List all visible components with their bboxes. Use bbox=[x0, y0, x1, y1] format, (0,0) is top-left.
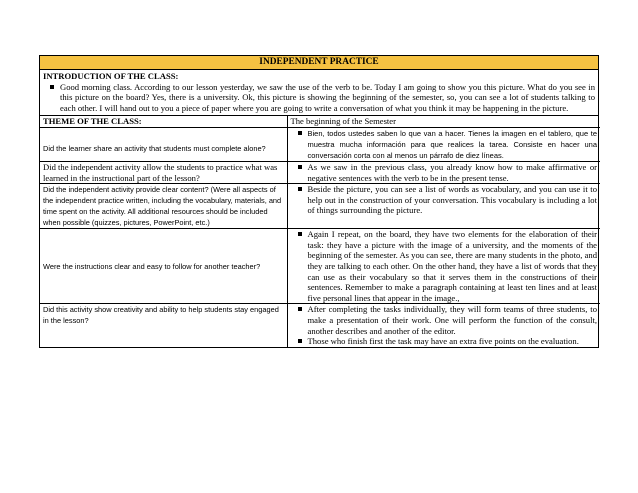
introduction-bullet: Good morning class. According to our lesson yesterday, we saw the use of the verb to be. Today I am going to show you this picture. What do you see in this picture on the board? Yes, there is a university. Ok, this picture is showing the beginning of the semester, so, you can see a lot of students talking to each other. I will hand out to you a piece of paper where you are going to write a conversation of what you think it may be happening in the picture. bbox=[43, 82, 595, 114]
question-cell: Did this activity show creativity and ability to help students stay engaged in the lesson? bbox=[40, 304, 287, 347]
answer-bullet: Bien, todos ustedes saben lo que van a hacer. Tienes la imagen en el tablero, que te muestra mucha información para que realices la tarea. Consiste en hacer una conversación corta con al menos un párrafo de diez líneas. bbox=[291, 128, 598, 161]
answer-cell bbox=[287, 161, 600, 183]
introduction-section bbox=[40, 70, 598, 116]
introduction-list bbox=[43, 82, 595, 114]
answer-cell bbox=[287, 184, 600, 229]
question-cell: Did the independent activity provide clear content? (Were all aspects of the independent practice written, including the vocabulary, materials, and time spent on the activity. All additional resources should be included when possible (quizzes, pictures, PowerPoint, etc.) bbox=[40, 184, 287, 229]
introduction-heading: INTRODUCTION OF THE CLASS: bbox=[43, 71, 179, 81]
table-row bbox=[40, 304, 600, 347]
answer-bullet: Those who finish first the task may have an extra five points on the evaluation. bbox=[291, 336, 598, 347]
answer-bullet: Again I repeat, on the board, they have two elements for the elaboration of their task: they have a picture with the image of a university, and the moments of the beginning of the semester. As you can see, there are many students in the photo, and they are talking to each other. On the other hand, they have a list of words that they can use as their vocabulary so that it serves them in the constructions of their sentences. Remember to make a paragraph containing at least ten lines and at least five personal lines that appear in the image., bbox=[291, 229, 598, 303]
answer-bullet: Beside the picture, you can see a list of words as vocabulary, and you can use it to help out in the construction of your conversation. This vocabulary is including a lot of things surrounding the picture. bbox=[291, 184, 598, 216]
answer-cell bbox=[287, 127, 600, 161]
table-row bbox=[40, 127, 600, 161]
answer-cell bbox=[287, 304, 600, 347]
answer-bullet: After completing the tasks individually, they will form teams of three students, to make a presentation of their work. One will perform the function of the consult, another describes and another of the editor. bbox=[291, 304, 598, 336]
table-row bbox=[40, 161, 600, 183]
answer-bullet: As we saw in the previous class, you already know how to make affirmative or negative sentences with the verb to be in the present tense. bbox=[291, 162, 598, 183]
independent-practice-document bbox=[39, 55, 599, 348]
question-cell: Were the instructions clear and easy to follow for another teacher? bbox=[40, 229, 287, 304]
evaluation-table bbox=[40, 116, 600, 346]
answer-cell bbox=[287, 229, 600, 304]
table-row bbox=[40, 184, 600, 229]
theme-value: The beginning of the Semester bbox=[287, 116, 600, 127]
document-title: INDEPENDENT PRACTICE bbox=[40, 56, 598, 70]
table-row bbox=[40, 229, 600, 304]
question-cell: Did the learner share an activity that students must complete alone? bbox=[40, 127, 287, 161]
theme-label: THEME OF THE CLASS: bbox=[40, 116, 287, 127]
question-cell: Did the independent activity allow the students to practice what was learned in the instructional part of the lesson? bbox=[40, 161, 287, 183]
theme-row bbox=[40, 116, 600, 127]
